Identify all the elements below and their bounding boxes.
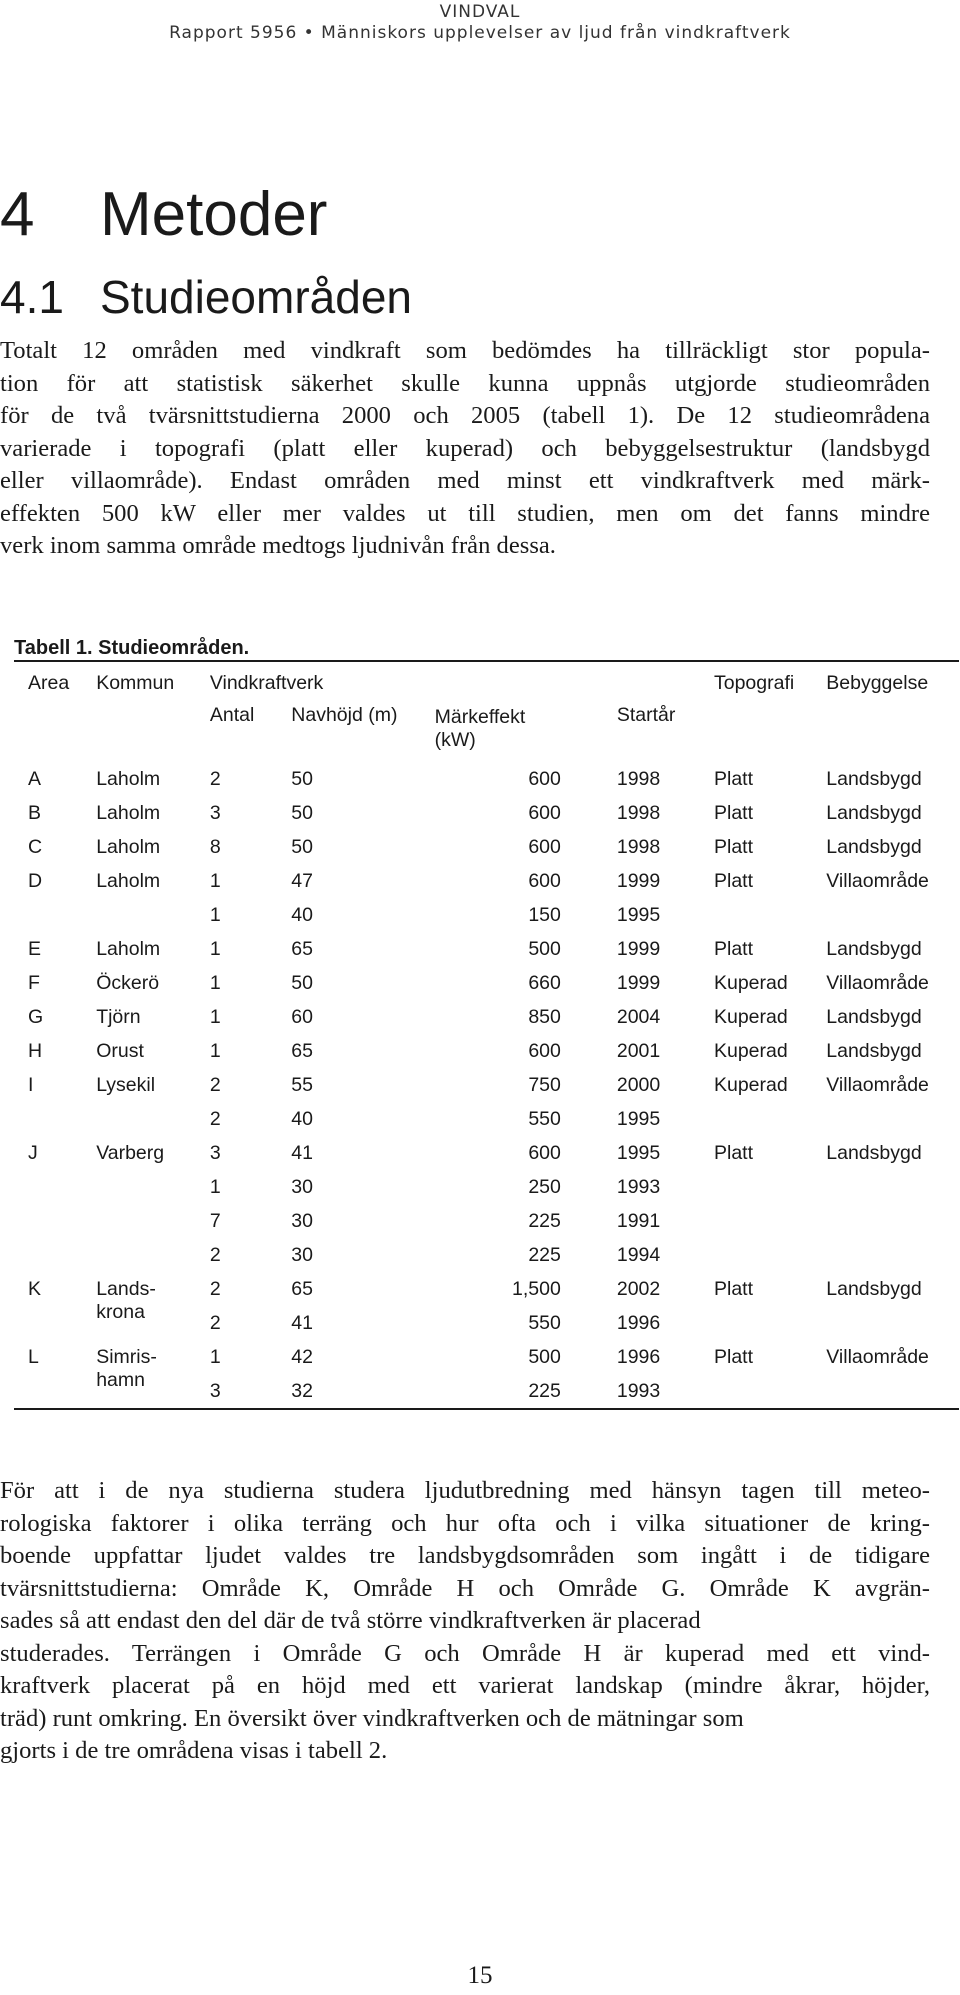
paragraph-line: tvärsnittstudierna: Område K, Område H och Område G. Område K avgrän- bbox=[0, 1574, 930, 1602]
cell-antal: 1 bbox=[209, 1039, 221, 1062]
cell-bebyggelse: Landsbygd bbox=[826, 835, 922, 858]
cell-antal: 1 bbox=[209, 1345, 221, 1368]
cell-area: K bbox=[28, 1277, 42, 1300]
cell-kommun: Lysekil bbox=[96, 1073, 156, 1096]
table-row bbox=[14, 1102, 959, 1136]
study-areas-table bbox=[14, 660, 959, 1410]
cell-kommun bbox=[96, 898, 210, 932]
cell-markeffekt: 500 bbox=[528, 1345, 561, 1368]
paragraph-line: träd) runt omkring. En översikt över vindkraftverken och de mätningar som bbox=[0, 1704, 744, 1732]
cell-bebyggelse: Villaområde bbox=[826, 971, 929, 994]
cell-navhojd: 30 bbox=[291, 1209, 313, 1232]
cell-antal: 1 bbox=[209, 869, 221, 892]
cell-startar: 1993 bbox=[617, 1374, 714, 1409]
cell-markeffekt: 150 bbox=[528, 903, 561, 926]
paragraph-line: eller villaområde). Endast områden med minst ett vindkraftverk med märk- bbox=[0, 467, 930, 494]
table-row bbox=[14, 762, 959, 796]
cell-markeffekt: 600 bbox=[528, 835, 561, 858]
cell-area bbox=[14, 1170, 96, 1204]
cell-area: A bbox=[28, 767, 42, 790]
cell-startar: 2002 bbox=[616, 1277, 661, 1300]
cell-markeffekt: 600 bbox=[528, 801, 561, 824]
cell-kommun bbox=[96, 1102, 210, 1136]
cell-antal: 2 bbox=[209, 1107, 221, 1130]
cell-topografi: Platt bbox=[713, 1345, 754, 1368]
paragraph-line: effekten 500 kW eller mer valdes ut till studien, men om det fanns mindre bbox=[0, 499, 930, 527]
header-startar: Startår bbox=[616, 704, 676, 726]
cell-markeffekt: 225 bbox=[528, 1209, 561, 1232]
cell-topografi bbox=[714, 898, 826, 932]
cell-area: I bbox=[28, 1073, 34, 1096]
table-row bbox=[14, 1136, 959, 1170]
cell-area bbox=[14, 1374, 96, 1409]
cell-startar: 1996 bbox=[616, 1311, 661, 1334]
cell-antal: 1 bbox=[209, 971, 221, 994]
cell-topografi: Kuperad bbox=[713, 1039, 788, 1062]
methods-paragraph bbox=[0, 1475, 930, 1768]
cell-topografi bbox=[714, 1374, 826, 1409]
cell-navhojd: 47 bbox=[291, 869, 313, 892]
table-row bbox=[14, 932, 959, 966]
cell-navhojd: 41 bbox=[291, 1141, 313, 1164]
cell-navhojd: 50 bbox=[291, 767, 313, 790]
paragraph-line: för de två tvärsnittstudierna 2000 och 2005 (tabell 1). De 12 studieområdena bbox=[0, 402, 930, 429]
cell-kommun bbox=[96, 1170, 210, 1204]
cell-bebyggelse bbox=[826, 1170, 959, 1204]
table-caption: Tabell 1. Studieområden. bbox=[14, 637, 250, 659]
cell-markeffekt: 1,500 bbox=[512, 1277, 561, 1300]
cell-kommun: Laholm bbox=[96, 835, 161, 858]
cell-area bbox=[14, 1204, 96, 1238]
paragraph-line: studerades. Terrängen i Område G och Område H är kuperad med ett vind- bbox=[0, 1639, 930, 1667]
cell-kommun: Tjörn bbox=[96, 1005, 141, 1028]
cell-antal: 2 bbox=[209, 1311, 221, 1334]
table-row bbox=[14, 1238, 959, 1272]
cell-topografi: Kuperad bbox=[713, 1005, 788, 1028]
cell-markeffekt: 600 bbox=[528, 1141, 561, 1164]
cell-navhojd: 32 bbox=[291, 1374, 434, 1409]
chapter-heading bbox=[0, 180, 327, 250]
header-antal: Antal bbox=[209, 704, 255, 726]
cell-navhojd: 60 bbox=[291, 1005, 313, 1028]
cell-bebyggelse: Landsbygd bbox=[826, 937, 922, 960]
cell-kommun: Simris- hamn bbox=[96, 1346, 157, 1391]
cell-antal: 2 bbox=[209, 1277, 221, 1300]
header-vindkraftverk: Vindkraftverk bbox=[210, 661, 714, 704]
cell-topografi bbox=[714, 1306, 826, 1340]
cell-kommun: Lands- krona bbox=[96, 1278, 156, 1323]
cell-navhojd: 50 bbox=[291, 835, 313, 858]
cell-topografi: Platt bbox=[713, 835, 754, 858]
cell-kommun bbox=[96, 1238, 210, 1272]
cell-navhojd: 30 bbox=[291, 1175, 313, 1198]
cell-antal: 7 bbox=[209, 1209, 221, 1232]
table-row bbox=[14, 1340, 959, 1374]
section-title: Studieområden bbox=[100, 271, 412, 323]
paragraph-line: tion för att statistisk säkerhet skulle kunna uppnås utgjorde studieområden bbox=[0, 369, 930, 397]
cell-startar: 1999 bbox=[616, 971, 661, 994]
cell-area: H bbox=[28, 1039, 43, 1062]
cell-markeffekt: 750 bbox=[528, 1073, 561, 1096]
running-head-series: VINDVAL bbox=[439, 2, 521, 22]
cell-antal: 1 bbox=[209, 1005, 221, 1028]
cell-startar: 1991 bbox=[616, 1209, 661, 1232]
cell-topografi: Kuperad bbox=[713, 971, 788, 994]
cell-antal: 2 bbox=[209, 767, 221, 790]
cell-topografi: Platt bbox=[713, 1277, 754, 1300]
cell-area: L bbox=[28, 1345, 39, 1368]
page-number: 15 bbox=[467, 1962, 493, 1989]
cell-startar: 1999 bbox=[616, 937, 661, 960]
cell-topografi bbox=[714, 1204, 826, 1238]
table-row bbox=[14, 1204, 959, 1238]
running-head bbox=[0, 0, 960, 44]
cell-markeffekt: 225 bbox=[435, 1374, 617, 1409]
cell-topografi: Platt bbox=[713, 801, 754, 824]
cell-antal: 2 bbox=[209, 1243, 221, 1266]
cell-area: J bbox=[28, 1141, 38, 1164]
cell-markeffekt: 500 bbox=[528, 937, 561, 960]
cell-topografi bbox=[714, 1238, 826, 1272]
cell-bebyggelse bbox=[826, 1204, 959, 1238]
cell-bebyggelse bbox=[826, 1374, 959, 1409]
paragraph-line: boende uppfattar ljudet valdes tre landsbygdsområden som ingått i de tidigare bbox=[0, 1542, 930, 1569]
cell-bebyggelse: Landsbygd bbox=[826, 1277, 922, 1300]
header-topografi: Topografi bbox=[714, 661, 826, 704]
cell-bebyggelse: Landsbygd bbox=[826, 1039, 922, 1062]
table-header-row bbox=[14, 661, 959, 704]
cell-bebyggelse: Landsbygd bbox=[826, 1141, 922, 1164]
cell-navhojd: 40 bbox=[291, 903, 313, 926]
cell-bebyggelse: Villaområde bbox=[826, 1073, 929, 1096]
cell-topografi bbox=[714, 1170, 826, 1204]
cell-area: C bbox=[28, 835, 43, 858]
header-markeffekt: Märkeffekt (kW) bbox=[434, 706, 526, 751]
cell-antal: 3 bbox=[209, 801, 221, 824]
cell-antal: 1 bbox=[209, 1175, 221, 1198]
cell-startar: 1995 bbox=[616, 903, 661, 926]
section-heading bbox=[0, 270, 412, 324]
cell-antal: 1 bbox=[209, 903, 221, 926]
cell-kommun: Orust bbox=[96, 1039, 144, 1062]
cell-navhojd: 65 bbox=[291, 937, 313, 960]
cell-startar: 1993 bbox=[616, 1175, 661, 1198]
table-row bbox=[14, 966, 959, 1000]
table-row bbox=[14, 1272, 959, 1306]
cell-antal: 3 bbox=[209, 1141, 221, 1164]
cell-topografi: Platt bbox=[713, 767, 754, 790]
header-navhojd: Navhöjd (m) bbox=[291, 704, 398, 726]
cell-kommun: Laholm bbox=[96, 767, 161, 790]
cell-area bbox=[14, 898, 96, 932]
paragraph-line: kraftverk placerat på en höjd med ett varierat landskap (mindre åkrar, höjder, bbox=[0, 1672, 930, 1699]
cell-startar: 1998 bbox=[616, 801, 661, 824]
cell-navhojd: 42 bbox=[291, 1345, 313, 1368]
cell-startar: 1996 bbox=[616, 1345, 661, 1368]
cell-kommun: Laholm bbox=[96, 869, 161, 892]
cell-bebyggelse: Villaområde bbox=[826, 1345, 929, 1368]
paragraph-line: rologiska faktorer i olika terräng och hur ofta och i vilka situationer de kring- bbox=[0, 1509, 930, 1537]
cell-markeffekt: 600 bbox=[528, 767, 561, 790]
cell-startar: 1995 bbox=[616, 1107, 661, 1130]
cell-area: D bbox=[28, 869, 43, 892]
cell-bebyggelse: Landsbygd bbox=[826, 801, 922, 824]
cell-navhojd: 55 bbox=[291, 1073, 313, 1096]
cell-startar: 2004 bbox=[616, 1005, 661, 1028]
cell-markeffekt: 600 bbox=[528, 869, 561, 892]
cell-antal: 1 bbox=[209, 937, 221, 960]
cell-navhojd: 65 bbox=[291, 1277, 313, 1300]
cell-antal: 2 bbox=[209, 1073, 221, 1096]
cell-navhojd: 30 bbox=[291, 1243, 313, 1266]
cell-area bbox=[14, 1306, 96, 1340]
cell-area: B bbox=[28, 801, 42, 824]
cell-area: F bbox=[28, 971, 40, 994]
cell-startar: 1998 bbox=[616, 767, 661, 790]
cell-topografi: Platt bbox=[713, 937, 754, 960]
cell-markeffekt: 250 bbox=[528, 1175, 561, 1198]
cell-topografi: Kuperad bbox=[713, 1073, 788, 1096]
cell-bebyggelse bbox=[826, 898, 959, 932]
cell-kommun: Öckerö bbox=[96, 971, 160, 994]
cell-kommun: Laholm bbox=[96, 801, 161, 824]
cell-bebyggelse: Villaområde bbox=[826, 869, 929, 892]
header-area: Area bbox=[14, 661, 96, 704]
header-kommun: Kommun bbox=[96, 661, 210, 704]
cell-area bbox=[14, 1238, 96, 1272]
cell-markeffekt: 600 bbox=[528, 1039, 561, 1062]
cell-antal: 3 bbox=[210, 1374, 291, 1409]
chapter-title: Metoder bbox=[100, 180, 328, 249]
cell-startar: 1999 bbox=[616, 869, 661, 892]
paragraph-line: För att i de nya studierna studera ljudutbredning med hänsyn tagen till meteo- bbox=[0, 1477, 930, 1504]
table-subheader-row bbox=[14, 704, 959, 762]
cell-bebyggelse: Landsbygd bbox=[826, 1005, 922, 1028]
cell-startar: 2001 bbox=[616, 1039, 661, 1062]
header-bebyggelse: Bebyggelse bbox=[826, 661, 959, 704]
cell-bebyggelse bbox=[826, 1306, 959, 1340]
cell-kommun bbox=[96, 1204, 210, 1238]
paragraph-line: verk inom samma område medtogs ljudnivån från dessa. bbox=[0, 532, 556, 559]
cell-startar: 1998 bbox=[616, 835, 661, 858]
cell-markeffekt: 225 bbox=[528, 1243, 561, 1266]
cell-area: G bbox=[28, 1005, 44, 1028]
cell-startar: 1994 bbox=[616, 1243, 661, 1266]
table-row bbox=[14, 1034, 959, 1068]
cell-startar: 2000 bbox=[616, 1073, 661, 1096]
intro-paragraph bbox=[0, 335, 930, 563]
cell-markeffekt: 550 bbox=[528, 1311, 561, 1334]
cell-kommun: Varberg bbox=[96, 1141, 165, 1164]
table-row bbox=[14, 864, 959, 898]
cell-navhojd: 65 bbox=[291, 1039, 313, 1062]
chapter-number: 4 bbox=[0, 180, 35, 249]
cell-bebyggelse bbox=[826, 1238, 959, 1272]
cell-area: E bbox=[28, 937, 42, 960]
cell-markeffekt: 850 bbox=[528, 1005, 561, 1028]
cell-bebyggelse: Landsbygd bbox=[826, 767, 922, 790]
paragraph-line: sades så att endast den del där de två större vindkraftverken är placerad bbox=[0, 1607, 701, 1634]
cell-navhojd: 40 bbox=[291, 1107, 313, 1130]
cell-antal: 8 bbox=[209, 835, 221, 858]
cell-kommun: Laholm bbox=[96, 937, 161, 960]
table-row bbox=[14, 830, 959, 864]
paragraph-line: varierade i topografi (platt eller kuperad) och bebyggelsestruktur (landsbygd bbox=[0, 434, 930, 462]
section-number: 4.1 bbox=[0, 271, 64, 323]
cell-markeffekt: 660 bbox=[528, 971, 561, 994]
table-row bbox=[14, 1000, 959, 1034]
table-row bbox=[14, 796, 959, 830]
cell-navhojd: 50 bbox=[291, 801, 313, 824]
cell-topografi bbox=[714, 1102, 826, 1136]
cell-navhojd: 41 bbox=[291, 1311, 313, 1334]
paragraph-line: gjorts i de tre områdena visas i tabell 2. bbox=[0, 1737, 388, 1764]
cell-bebyggelse bbox=[826, 1102, 959, 1136]
running-head-report: Rapport 5956 • Människors upplevelser av ljud från vindkraftverk bbox=[169, 23, 791, 43]
cell-area bbox=[14, 1102, 96, 1136]
cell-navhojd: 50 bbox=[291, 971, 313, 994]
cell-markeffekt: 550 bbox=[528, 1107, 561, 1130]
cell-topografi: Platt bbox=[713, 869, 754, 892]
cell-startar: 1995 bbox=[616, 1141, 661, 1164]
cell-topografi: Platt bbox=[713, 1141, 754, 1164]
table-row bbox=[14, 1068, 959, 1102]
table-row bbox=[14, 1170, 959, 1204]
table-row bbox=[14, 898, 959, 932]
paragraph-line: Totalt 12 områden med vindkraft som bedömdes ha tillräckligt stor popula- bbox=[0, 337, 930, 364]
